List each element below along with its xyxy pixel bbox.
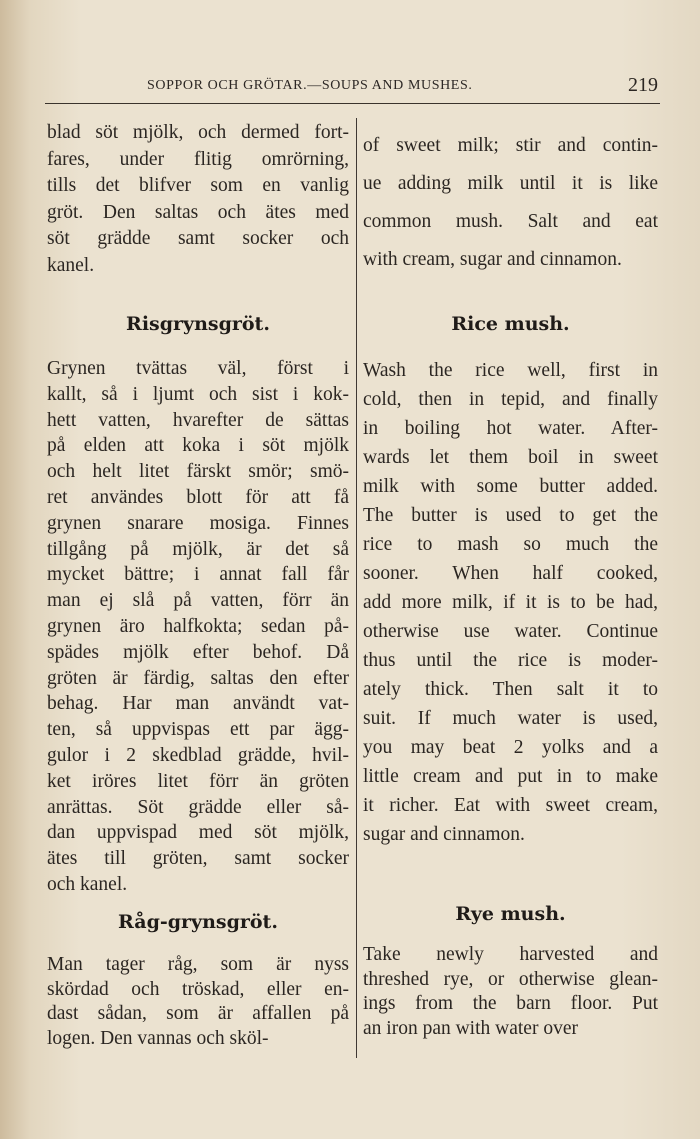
text-line: in boiling hot water. After- [363,418,658,439]
english-heading-rice: Rice mush. [451,313,570,335]
text-line: kanel. [47,254,95,276]
text-line: The butter is used to get the [363,505,658,526]
text-line: kallt, så i ljumt och sist i kok- [47,383,349,405]
text-line: Wash the rice well, first in [363,360,658,381]
text-line: otherwise use water. Continue [363,621,658,642]
text-line: behag. Har man användt vat- [47,693,349,715]
header-title: SOPPOR OCH GRÖTAR.—SOUPS AND MUSHES. [147,78,473,93]
text-line: you may beat 2 yolks and a [363,737,658,758]
text-line: gröt. Den saltas och ätes med [47,201,349,223]
text-line: add more milk, if it is to be had, [363,592,658,613]
text-line: ue adding milk until it is like [363,173,658,194]
text-line: man ej slå på vatten, förr än [47,590,349,612]
page-number: 219 [628,74,658,96]
text-line: gulor i 2 skedblad grädde, hvil- [47,744,349,766]
text-line: ret användes blott för att få [47,486,349,508]
text-line: Take newly harvested and [363,944,658,965]
text-line: dan uppvispad med söt mjölk, [47,822,349,844]
text-line: threshed rye, or otherwise glean- [363,968,658,990]
text-line: ätes till gröten, samt socker [47,848,349,870]
english-rice-paragraph [363,356,658,849]
text-line: common mush. Salt and eat [363,211,658,232]
text-line: an iron pan with water over [363,1017,578,1039]
text-line: Man tager råg, som är nyss [47,954,349,975]
text-line: rice to mash so much the [363,534,658,555]
text-line: milk with some butter added. [363,476,658,497]
text-line: mycket bättre; i annat fall får [47,564,349,586]
text-line: Grynen tvättas väl, först i [47,358,349,379]
text-line: och kanel. [47,873,128,895]
text-line: suit. If much water is used, [363,708,658,729]
english-rye-paragraph [363,943,658,1041]
text-line: skördad och tröskad, eller en- [47,978,349,1000]
text-line: ket iröres litet förr än gröten [47,770,349,792]
text-line: spädes mjölk efter behof. Då [47,641,349,663]
text-line: tillgång på mjölk, är det så [47,538,349,560]
header-rule [45,103,660,104]
text-line: little cream and put in to make [363,766,658,787]
text-line: logen. Den vannas och sköl- [47,1027,269,1049]
text-line: wards let them boil in sweet [363,447,658,468]
text-line: gröten är färdig, saltas den efter [47,667,349,689]
column-divider [356,118,357,1058]
text-line: hett vatten, hvarefter de sättas [47,409,349,431]
text-line: blad söt mjölk, och dermed fort- [47,122,349,143]
text-line: grynen äro halfkokta; sedan på- [47,615,349,637]
swedish-rice-paragraph [47,356,349,898]
text-line: sooner. When half cooked, [363,563,658,584]
text-line: söt grädde samt socker och [47,228,349,249]
text-line: fares, under flitig omrörning, [47,148,349,170]
text-line: dast sådan, som är affallen på [47,1003,349,1024]
text-line: ten, så uppvispas ett par ägg- [47,719,349,741]
swedish-heading-rice: Risgrynsgröt. [126,313,270,335]
text-line: it richer. Eat with sweet cream, [363,795,658,816]
text-line: och helt litet färskt smör; smö- [47,461,349,483]
swedish-heading-rye: Råg-grynsgröt. [118,911,278,933]
text-line: ings from the barn floor. Put [363,993,658,1014]
text-line: ately thick. Then salt it to [363,679,658,700]
text-line: grynen snarare mosiga. Finnes [47,512,349,534]
text-line: with cream, sugar and cinnamon. [363,249,622,270]
text-line: sugar and cinnamon. [363,824,525,845]
text-line: tills det blifver som en vanlig [47,175,349,196]
text-line: cold, then in tepid, and finally [363,389,658,410]
swedish-intro-paragraph [47,120,349,279]
text-line: på elden att koka i söt mjölk [47,435,349,457]
running-header [45,74,660,106]
text-line: anrättas. Söt grädde eller så- [47,796,349,818]
text-line: thus until the rice is moder- [363,650,658,671]
english-intro-paragraph [363,127,658,279]
swedish-rye-paragraph [47,953,349,1051]
english-heading-rye: Rye mush. [455,903,566,925]
text-line: of sweet milk; stir and contin- [363,135,658,156]
